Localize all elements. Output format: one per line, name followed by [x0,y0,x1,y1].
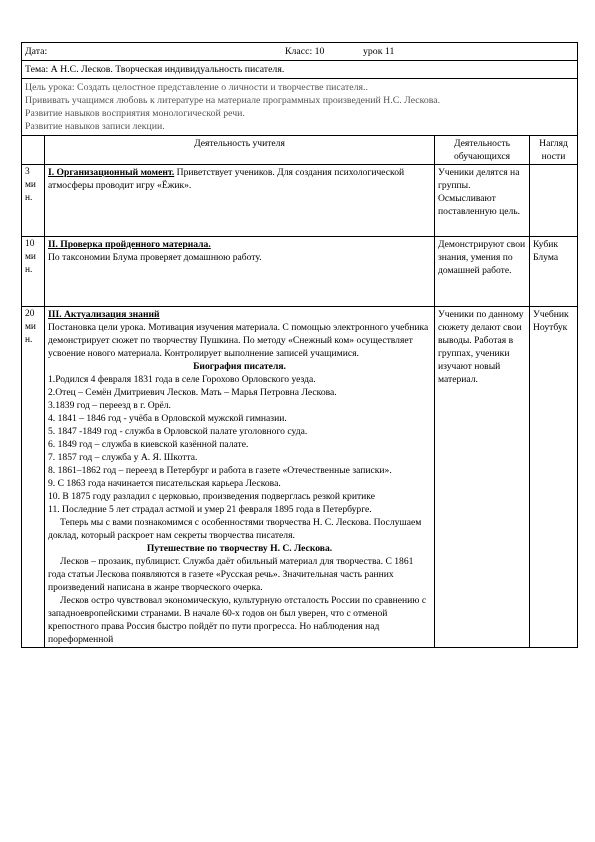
stage-time: 20 ми н. [22,307,45,648]
stage-teacher-activity [45,307,435,648]
stage-visuals: Кубик Блума [530,237,578,307]
column-header-row [22,136,578,165]
biography-item: 2.Отец – Семён Дмитриевич Лесков. Мать – Марья Петровна Лескова. [48,387,337,398]
stage-student-activity: Ученики по данному сюжету делают свои выводы. Работая в группах, ученики изучают новый материал. [435,307,530,648]
stage-row [22,165,578,237]
biography-item: 11. Последние 5 лет страдал астмой и умер 21 февраля 1895 года в Петербурге. [48,504,372,515]
topic-label: Тема: [25,64,49,75]
biography-item: 9. С 1863 года начинается писательская карьера Лескова. [48,478,281,489]
biography-item: 3.1839 год – переезд в г. Орёл. [48,400,171,411]
topic-text: А Н.С. Лесков. Творческая индивидуальность писателя. [50,64,285,75]
biography-title: Биография писателя. [193,361,286,372]
journey-title: Путешествие по творчеству Н. С. Лескова. [146,543,333,554]
stage-student-activity: Ученики делятся на группы. Осмысливают поставленную цель. [435,165,530,237]
stage-visuals [530,165,578,237]
lesson-plan-page [21,42,577,648]
stage-description: По таксономии Блума проверяет домашнюю работу. [48,252,262,263]
topic-row [22,61,578,79]
goal-item: Развитие навыков записи лекции. [25,121,165,132]
stage-row [22,237,578,307]
lesson-number: урок 11 [363,46,395,57]
lesson-plan-table [21,42,578,648]
stage-teacher-activity [45,165,435,237]
biography-item: 7. 1857 год – служба у А. Я. Шкотта. [48,452,198,463]
biography-item: 8. 1861–1862 год – переезд в Петербург и работа в газете «Отечественные записки». [48,465,392,476]
stage-row [22,307,578,648]
column-header-teacher: Деятельность учителя [45,136,435,165]
creativity-paragraph: Лесков – прозаик, публицист. Служба даёт обильный материал для творчества. С 1861 года статьи Лескова появляются в газете «Русская речь». Значительная часть ранних произведений написана в жанре творческого очерка. [48,556,414,593]
stage-title: III. Актуализация знаний [48,309,160,320]
transition-text: Теперь мы с вами познакомимся с особенностями творчества Н. С. Лескова. Послушаем доклад, который раскроет нам секреты творчества писателя. [48,517,422,541]
class-label: Класс: 10 [285,46,325,57]
stage-time: 10 ми н. [22,237,45,307]
creativity-paragraph: Лесков остро чувствовал экономическую, культурную отсталость России по сравнению с западноевропейскими странами. В начале 60-х годов он был уверен, что с отменой крепостного права Россия быстро пойдёт по пути прогресса. Но наблюдения над пореформенной [48,595,427,645]
stage-visuals: Учебник Ноутбук [530,307,578,648]
biography-item: 5. 1847 -1849 год - служба в Орловской палате уголовного суда. [48,426,308,437]
biography-item: 1.Родился 4 февраля 1831 года в селе Горохово Орловского уезда. [48,374,316,385]
stage-student-activity: Демонстрируют свои знания, умения по домашней работе. [435,237,530,307]
goal-main: Цель урока: Создать целостное представление о личности и творчестве писателя.. [25,82,368,93]
stage-teacher-activity [45,237,435,307]
stage-time: 3 ми н. [22,165,45,237]
biography-item: 10. В 1875 году разладил с церковью, произведения подверглась резкой критике [48,491,375,502]
date-label: Дата: [25,46,48,57]
column-header-visuals: Нагляд ности [530,136,578,165]
stage-description: Приветствует учеников. Для создания психологической атмосферы проводит игру «Ёжик». [48,167,405,191]
goal-item: Развитие навыков восприятия монологической речи. [25,108,245,119]
date-row [22,43,578,61]
goals-row [22,79,578,136]
stage-title: II. Проверка пройденного материала. [48,239,211,250]
goal-item: Прививать учащимся любовь к литературе на материале программных произведений Н.С. Лескова. [25,95,441,106]
stage-intro: Постановка цели урока. Мотивация изучения материала. С помощью электронного учебника демонстрирует сюжет по творчеству Пушкина. По методу «Снежный ком» осуществляет усвоение нового материала. Контролирует выполнение записей учащимися. [48,322,429,359]
biography-item: 6. 1849 год – служба в киевской казённой палате. [48,439,249,450]
biography-item: 4. 1841 – 1846 год - учёба в Орловской мужской гимназии. [48,413,287,424]
column-header-students: Деятельность обучающихся [435,136,530,165]
stage-title: I. Организационный момент. [48,167,175,178]
